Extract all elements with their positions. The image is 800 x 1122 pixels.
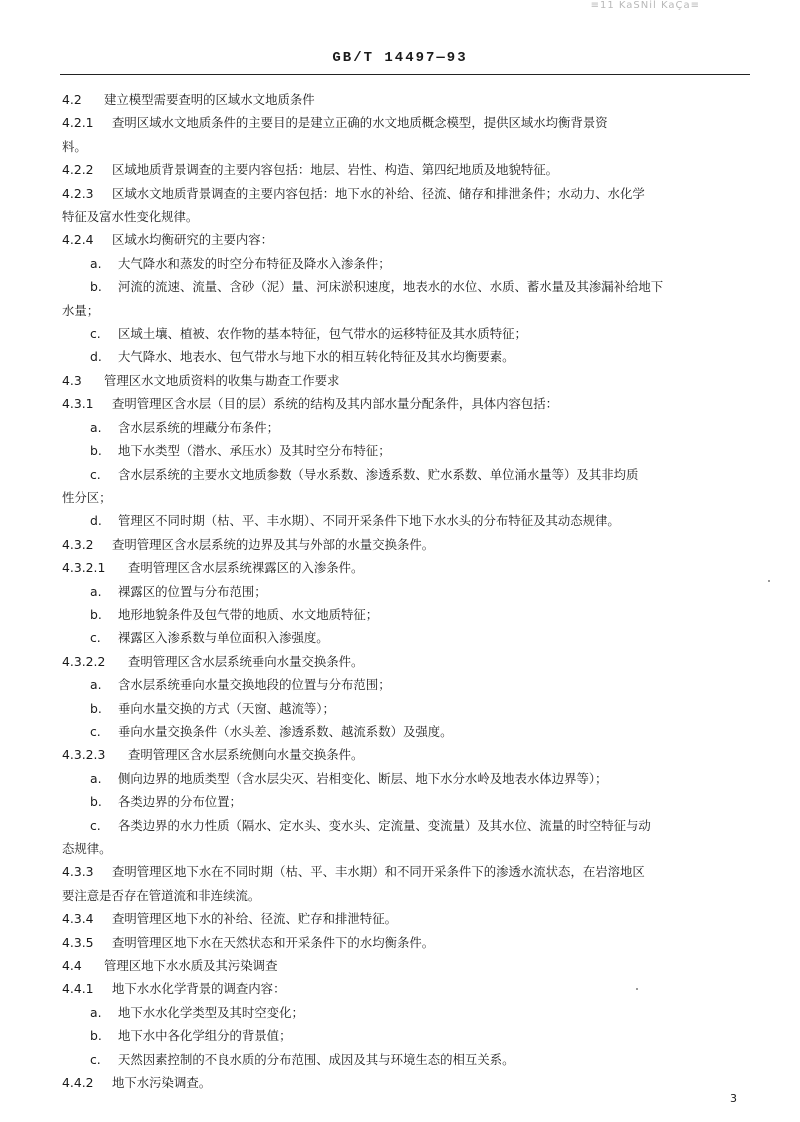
paragraph-continuation	[62, 205, 752, 228]
line-text: 查明管理区含水层系统的边界及其与外部的水量交换条件。	[112, 536, 435, 552]
line-text: 管理区水文地质资料的收集与勘查工作要求	[104, 372, 340, 388]
list-item	[62, 697, 752, 720]
list-marker: c.	[90, 817, 101, 833]
line-text: 各类边界的分布位置；	[118, 794, 242, 810]
clause-paragraph	[62, 650, 752, 673]
list-item	[62, 603, 752, 626]
line-text: 区域土壤、植被、农作物的基本特征，包气带水的运移特征及其水质特征；	[118, 326, 527, 342]
paragraph-continuation	[62, 486, 752, 509]
line-text: 查明管理区含水层系统垂向水量交换条件。	[128, 653, 364, 669]
line-text: 地下水水化学背景的调查内容：	[112, 981, 286, 997]
line-text: 河流的流速、流量、含砂（泥）量、河床淤积速度，地表水的水位、水质、蓄水量及其渗漏补给地下	[118, 279, 664, 295]
line-text: 查明管理区含水层系统侧向水量交换条件。	[128, 747, 364, 763]
line-text: 态规律。	[62, 841, 112, 856]
list-item	[62, 252, 752, 275]
section-heading	[62, 954, 752, 977]
list-item	[62, 509, 752, 532]
line-text: 要注意是否存在管道流和非连续流。	[62, 887, 261, 903]
section-heading	[62, 369, 752, 392]
list-marker: b.	[90, 443, 102, 459]
list-item	[62, 1001, 752, 1024]
clause-paragraph	[62, 111, 752, 134]
clause-paragraph	[62, 977, 752, 1000]
line-text: 垂向水量交换条件（水头差、渗透系数、越流系数）及强度。	[118, 723, 453, 739]
list-item	[62, 345, 752, 368]
clause-number: 4.2.4	[62, 232, 94, 248]
line-text: 裸露区的位置与分布范围；	[118, 583, 267, 599]
list-marker: c.	[90, 1051, 101, 1067]
line-text: 含水层系统垂向水量交换地段的位置与分布范围；	[118, 677, 391, 693]
line-text: 含水层系统的埋藏分布条件；	[118, 419, 280, 435]
list-marker: b.	[90, 794, 102, 810]
clause-number: 4.3.4	[62, 911, 94, 927]
list-marker: a.	[90, 1004, 102, 1020]
line-text: 水量；	[62, 302, 100, 318]
clause-number: 4.3.2.3	[62, 747, 106, 763]
list-marker: b.	[90, 700, 102, 716]
list-marker: c.	[90, 326, 101, 342]
list-item	[62, 767, 752, 790]
list-item	[62, 814, 752, 837]
line-text: 地形地貌条件及包气带的地质、水文地质特征；	[118, 606, 379, 622]
list-item	[62, 790, 752, 813]
list-marker: b.	[90, 279, 102, 295]
list-item	[62, 580, 752, 603]
clause-paragraph	[62, 182, 752, 205]
line-text: 管理区地下水水质及其污染调查	[104, 958, 278, 974]
list-item	[62, 1048, 752, 1071]
line-text: 特征及富水性变化规律。	[62, 209, 199, 225]
section-heading	[62, 88, 752, 111]
watermark-text: ≡11 KaSNil KaÇa≡	[590, 0, 700, 11]
clause-number: 4.3.2.1	[62, 560, 106, 576]
clause-paragraph	[62, 1071, 752, 1094]
page-number: 3	[730, 1092, 737, 1105]
line-text: 查明管理区地下水在不同时期（枯、平、丰水期）和不同开采条件下的渗透水流状态，在岩溶地区	[112, 864, 645, 880]
list-marker: c.	[90, 466, 101, 482]
clause-paragraph	[62, 533, 752, 556]
list-item	[62, 275, 752, 298]
list-marker: c.	[90, 723, 101, 739]
clause-paragraph	[62, 158, 752, 181]
line-text: 查明管理区地下水的补给、径流、贮存和排泄特征。	[112, 911, 397, 927]
standard-code-header: GB/T 14497—93	[332, 50, 468, 66]
clause-number: 4.2.1	[62, 115, 94, 131]
list-item	[62, 720, 752, 743]
list-marker: a.	[90, 677, 102, 693]
line-text: 查明管理区含水层系统裸露区的入渗条件。	[128, 560, 364, 576]
clause-number: 4.4	[62, 958, 82, 974]
list-marker: d.	[90, 349, 102, 365]
line-text: 侧向边界的地质类型（含水层尖灭、岩相变化、断层、地下水分水岭及地表水体边界等）；	[118, 770, 608, 786]
line-text: 区域水文地质背景调查的主要内容包括：地下水的补给、径流、储存和排泄条件；水动力、水化学	[112, 185, 645, 201]
list-item	[62, 463, 752, 486]
clause-number: 4.3.2.2	[62, 653, 106, 669]
paragraph-continuation	[62, 884, 752, 907]
line-text: 区域水均衡研究的主要内容：	[112, 232, 274, 248]
line-text: 性分区；	[62, 489, 112, 505]
line-text: 地下水中各化学组分的背景值；	[118, 1028, 292, 1044]
document-body	[62, 88, 752, 1094]
line-text: 查明管理区地下水在天然状态和开采条件下的水均衡条件。	[112, 934, 435, 950]
list-item	[62, 626, 752, 649]
scan-speck	[636, 988, 638, 990]
paragraph-continuation	[62, 837, 752, 860]
list-item	[62, 439, 752, 462]
list-item	[62, 416, 752, 439]
list-marker: c.	[90, 630, 101, 646]
line-text: 建立模型需要查明的区域水文地质条件	[104, 92, 315, 107]
clause-number: 4.2	[62, 92, 82, 107]
paragraph-continuation	[62, 135, 752, 158]
list-item	[62, 322, 752, 345]
line-text: 地下水类型（潜水、承压水）及其时空分布特征；	[118, 443, 391, 459]
clause-number: 4.3	[62, 372, 82, 388]
clause-paragraph	[62, 743, 752, 766]
line-text: 天然因素控制的不良水质的分布范围、成因及其与环境生态的相互关系。	[118, 1051, 515, 1067]
list-marker: a.	[90, 583, 102, 599]
clause-number: 4.3.5	[62, 934, 94, 950]
clause-paragraph	[62, 907, 752, 930]
line-text: 查明区域水文地质条件的主要目的是建立正确的水文地质概念模型，提供区域水均衡背景资	[112, 115, 608, 131]
line-text: 查明管理区含水层（目的层）系统的结构及其内部水量分配条件，具体内容包括：	[112, 396, 559, 412]
line-text: 垂向水量交换的方式（天窗、越流等）；	[118, 700, 335, 716]
list-item	[62, 1024, 752, 1047]
line-text: 地下水水化学类型及其时空变化；	[118, 1004, 304, 1020]
paragraph-continuation	[62, 299, 752, 322]
list-marker: a.	[90, 255, 102, 271]
line-text: 料。	[62, 138, 87, 154]
clause-number: 4.4.1	[62, 981, 94, 997]
line-text: 大气降水、地表水、包气带水与地下水的相互转化特征及其水均衡要素。	[118, 349, 515, 365]
list-marker: b.	[90, 606, 102, 622]
clause-paragraph	[62, 931, 752, 954]
line-text: 大气降水和蒸发的时空分布特征及降水入渗条件；	[118, 255, 391, 271]
line-text: 地下水污染调查。	[112, 1075, 212, 1091]
clause-number: 4.3.1	[62, 396, 94, 412]
header-rule	[60, 74, 750, 75]
line-text: 裸露区入渗系数与单位面积入渗强度。	[118, 630, 329, 646]
list-item	[62, 673, 752, 696]
clause-number: 4.3.2	[62, 536, 94, 552]
list-marker: d.	[90, 513, 102, 529]
list-marker: a.	[90, 419, 102, 435]
clause-number: 4.2.2	[62, 162, 94, 178]
clause-paragraph	[62, 556, 752, 579]
clause-paragraph	[62, 392, 752, 415]
scan-speck	[768, 580, 770, 582]
line-text: 区域地质背景调查的主要内容包括：地层、岩性、构造、第四纪地质及地貌特征。	[112, 162, 559, 178]
line-text: 含水层系统的主要水文地质参数（导水系数、渗透系数、贮水系数、单位涌水量等）及其非均质	[118, 466, 639, 482]
clause-number: 4.3.3	[62, 864, 94, 880]
clause-paragraph	[62, 228, 752, 251]
clause-paragraph	[62, 860, 752, 883]
clause-number: 4.4.2	[62, 1075, 94, 1091]
line-text: 管理区不同时期（枯、平、丰水期）、不同开采条件下地下水水头的分布特征及其动态规律。	[118, 513, 620, 529]
line-text: 各类边界的水力性质（隔水、定水头、变水头、定流量、变流量）及其水位、流量的时空特征与动	[118, 817, 651, 833]
list-marker: b.	[90, 1028, 102, 1044]
list-marker: a.	[90, 770, 102, 786]
clause-number: 4.2.3	[62, 185, 94, 201]
